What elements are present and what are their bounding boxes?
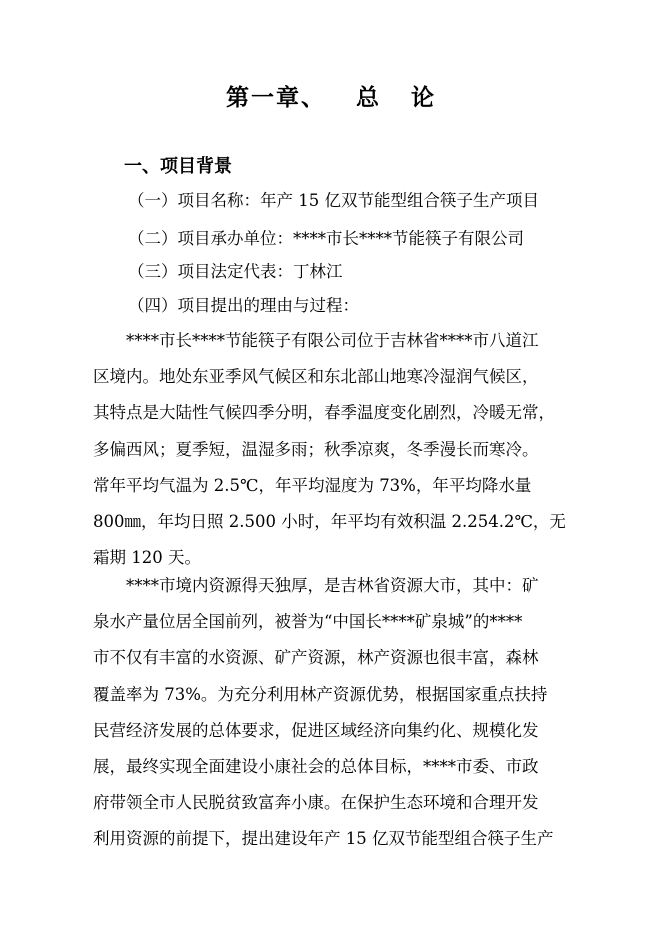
paragraph-line: 800㎜，年均日照 2.500 小时，年平均有效积温 2.254.2℃，无 [93,512,566,532]
paragraph-line: 市不仅有丰富的水资源、矿产资源，林产资源也很丰富，森林 [93,648,539,668]
paragraph-line: ****市长****节能筷子有限公司位于吉林省****市八道江 [126,331,539,350]
paragraph-line: 民营经济发展的总体要求，促进区域经济向集约化、规模化发 [93,720,539,740]
paragraph-line: 多偏西风；夏季短，温湿多雨；秋季凉爽，冬季漫长而寒冷。 [93,439,539,459]
item-undertaking-unit: （二）项目承办单位：****市长****节能筷子有限公司 [128,229,524,248]
paragraph-line: 展，最终实现全面建设小康社会的总体目标，****市委、市政 [93,757,539,777]
paragraph-line: ****市境内资源得天独厚，是吉林省资源大市，其中：矿 [126,576,539,595]
paragraph-line: 利用资源的前提下，提出建设年产 15 亿双节能型组合筷子生产 [93,829,554,849]
item-project-name: （一）项目名称：年产 15 亿双节能型组合筷子生产项目 [128,191,539,210]
chapter-title: 第一章、 总 论 [225,84,437,111]
paragraph-resources [93,568,583,858]
item-reason-process: （四）项目提出的理由与过程： [128,296,359,315]
paragraph-line: 泉水产量位居全国前列，被誉为“中国长****矿泉城”的**** [93,612,523,632]
paragraph-line: 霜期 120 天。 [93,548,201,568]
paragraph-line: 覆盖率为 73%。为充分利用林产资源优势，根据国家重点扶持 [93,684,548,704]
paragraph-location-climate [93,323,583,576]
paragraph-line: 常年平均气温为 2.5℃，年平均湿度为 73%，年平均降水量 [93,475,532,495]
paragraph-line: 其特点是大陆性气候四季分明，春季温度变化剧烈，冷暖无常， [93,403,555,423]
item-legal-representative: （三）项目法定代表：丁林江 [128,262,343,281]
section-heading: 一、项目背景 [124,156,232,177]
paragraph-line: 府带领全市人民脱贫致富奔小康。在保护生态环境和合理开发 [93,793,539,813]
paragraph-line: 区境内。地处东亚季风气候区和东北部山地寒冷湿润气候区， [93,367,539,387]
